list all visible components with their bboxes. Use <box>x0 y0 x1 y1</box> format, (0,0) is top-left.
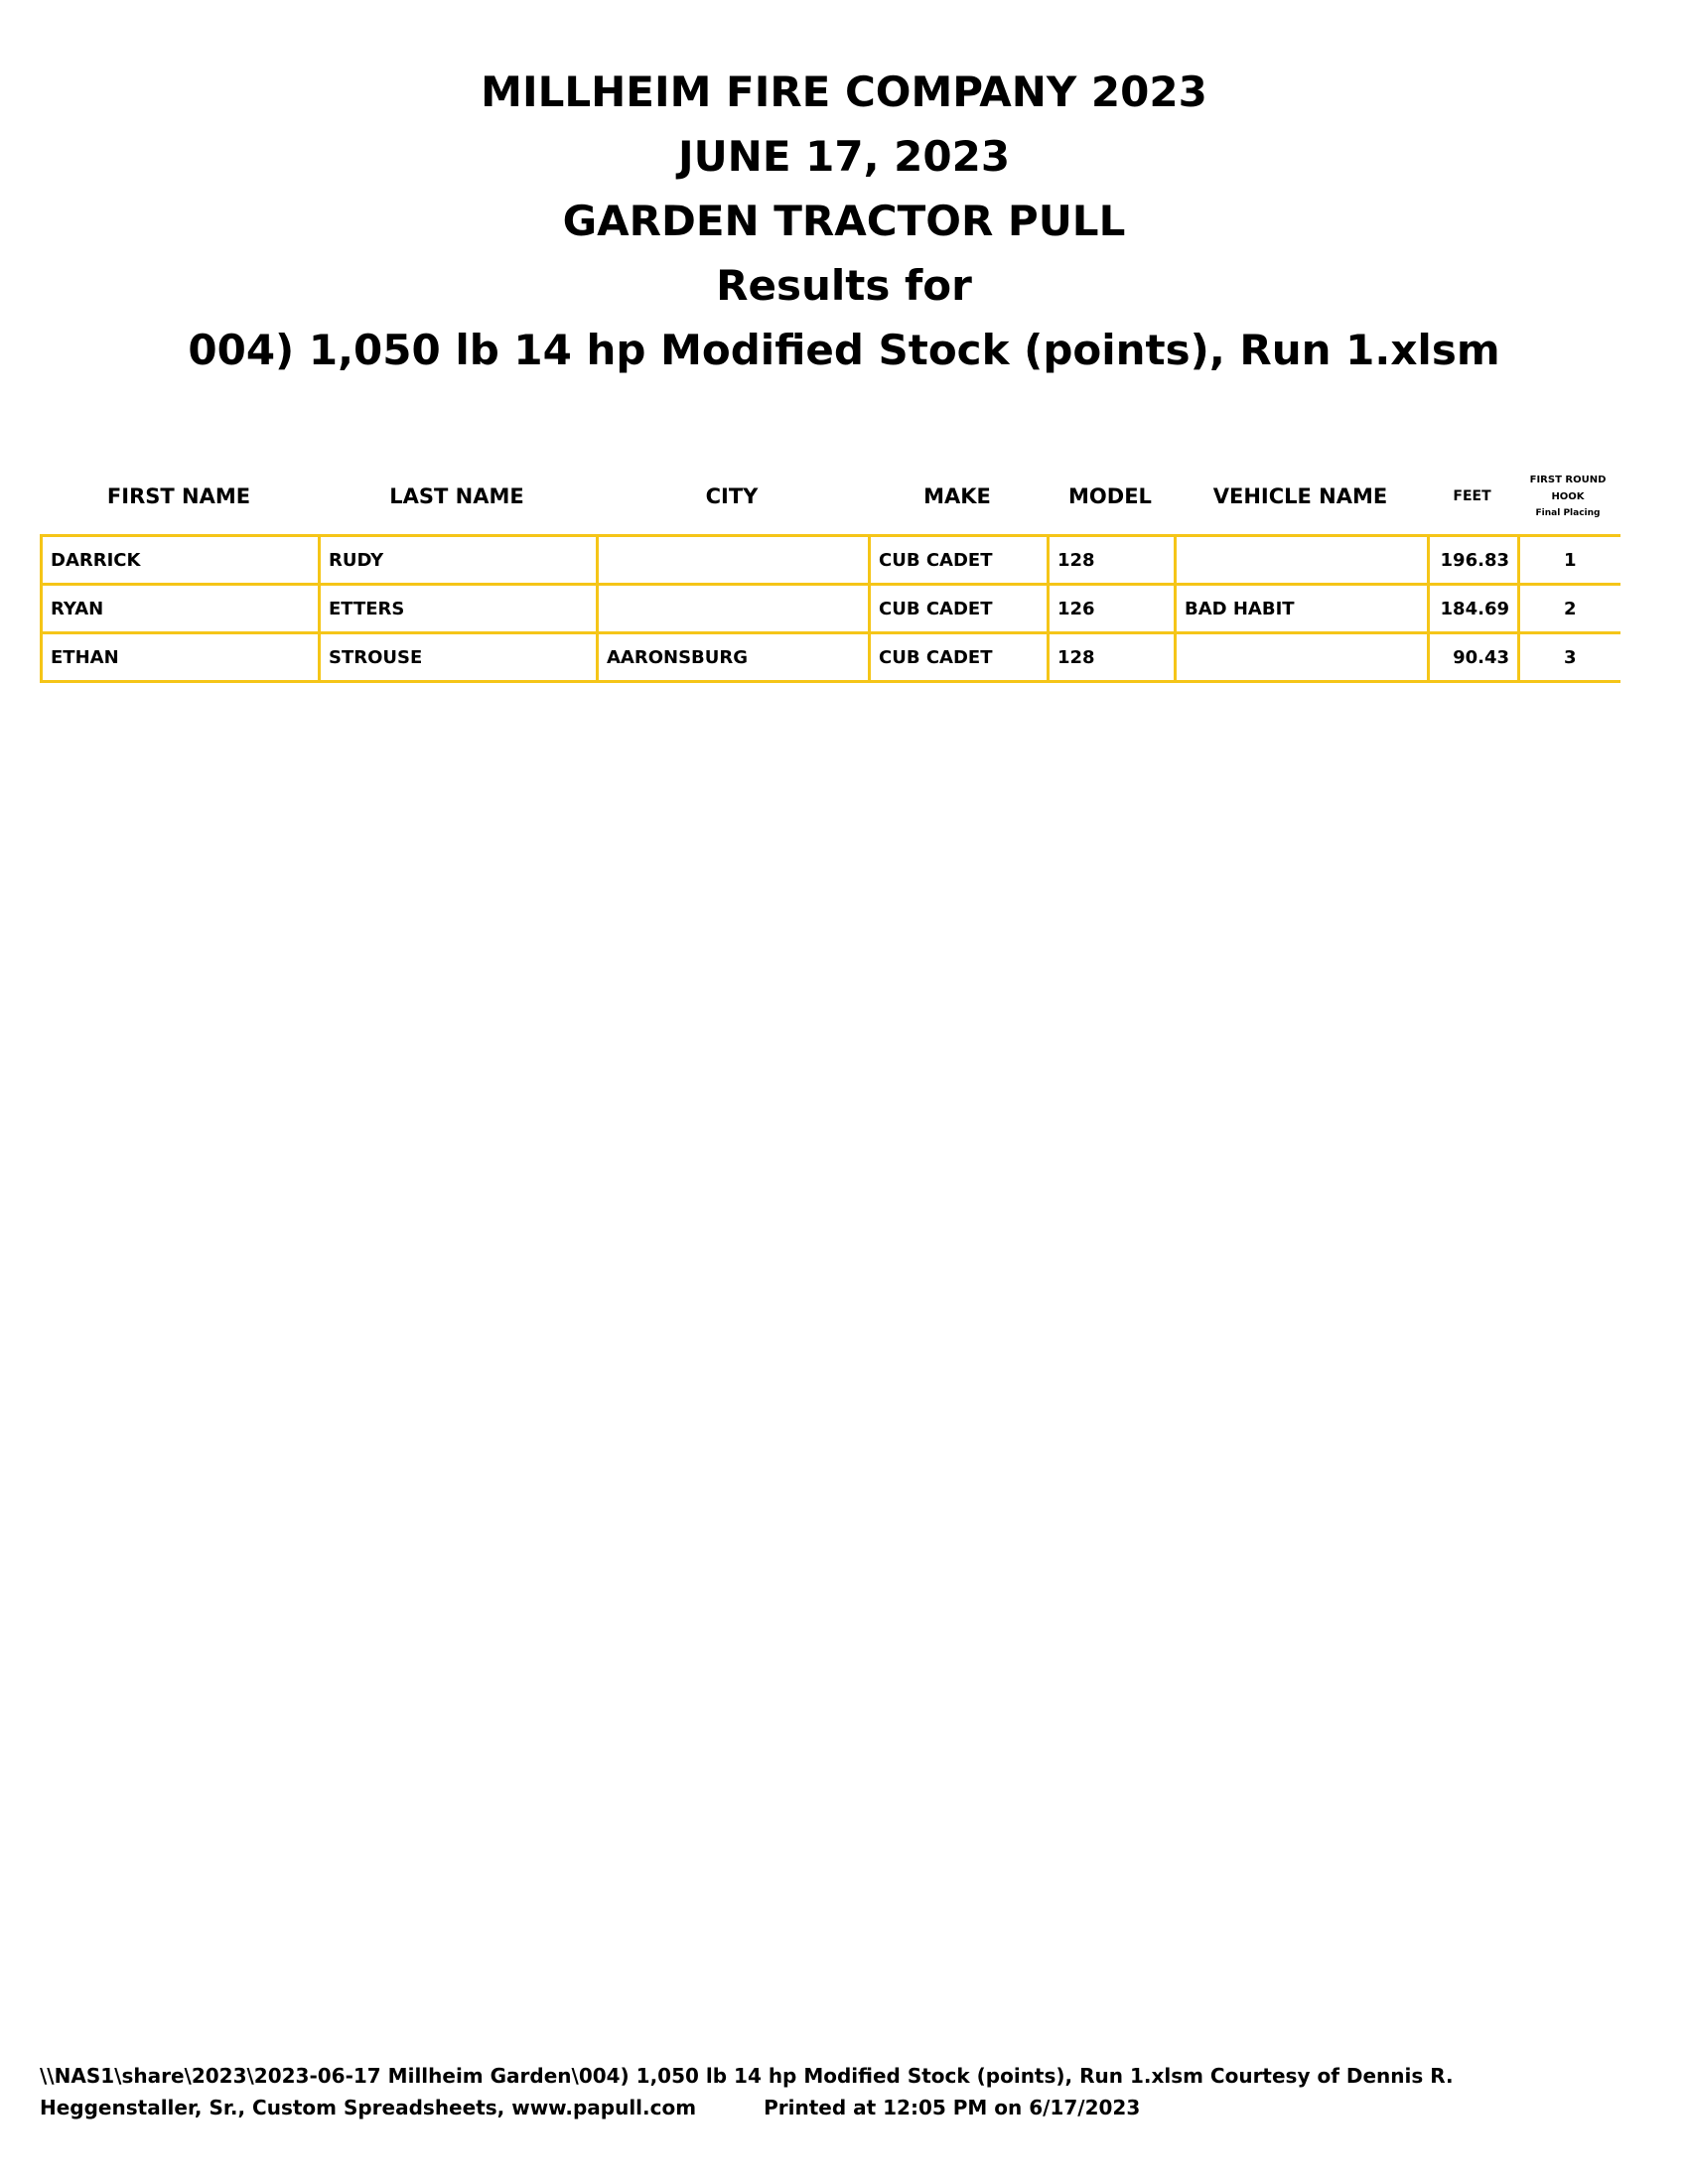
cell-first-name: RYAN <box>42 585 320 633</box>
footer-printed-timestamp: Printed at 12:05 PM on 6/17/2023 <box>764 2096 1141 2119</box>
cell-feet: 90.43 <box>1429 633 1519 682</box>
title-class-file: 004) 1,050 lb 14 hp Modified Stock (points), Run 1.xlsm <box>188 326 1500 374</box>
header-feet: FEET <box>1453 488 1491 504</box>
header-make: MAKE <box>923 484 991 508</box>
cell-first-name: ETHAN <box>42 633 320 682</box>
header-vehicle-name: VEHICLE NAME <box>1212 484 1388 508</box>
cell-model: 126 <box>1049 585 1176 633</box>
title-results-for: Results for <box>716 261 972 310</box>
footer-file-path: \\NAS1\share\2023\2023-06-17 Millheim Garden\004) 1,050 lb 14 hp Modified Stock (points), Run 1.xlsm Courtesy of Dennis R. <box>40 2064 1454 2088</box>
cell-first-name: DARRICK <box>42 536 320 585</box>
cell-model: 128 <box>1049 536 1176 585</box>
cell-city <box>598 585 870 633</box>
header-city: CITY <box>705 484 759 508</box>
cell-last-name: ETTERS <box>320 585 598 633</box>
cell-last-name: STROUSE <box>320 633 598 682</box>
results-table <box>40 534 1620 683</box>
header-last-name: LAST NAME <box>389 484 524 508</box>
page-footer <box>40 2060 1648 2123</box>
cell-placing: 2 <box>1519 585 1620 633</box>
cell-model: 128 <box>1049 633 1176 682</box>
cell-vehicle-name: BAD HABIT <box>1176 585 1429 633</box>
results-table-header <box>40 467 1618 526</box>
header-final-placing <box>1517 467 1618 526</box>
cell-last-name: RUDY <box>320 536 598 585</box>
table-row <box>42 633 1620 682</box>
header-first-name: FIRST NAME <box>106 484 251 508</box>
cell-feet: 184.69 <box>1429 585 1519 633</box>
cell-make: CUB CADET <box>870 633 1049 682</box>
table-row <box>42 585 1620 633</box>
cell-vehicle-name <box>1176 536 1429 585</box>
cell-city: AARONSBURG <box>598 633 870 682</box>
footer-credit: Heggenstaller, Sr., Custom Spreadsheets, www.papull.com <box>40 2096 697 2119</box>
header-model: MODEL <box>1068 484 1152 508</box>
cell-city <box>598 536 870 585</box>
footer-credit-line <box>40 2092 1648 2123</box>
cell-placing: 3 <box>1519 633 1620 682</box>
cell-vehicle-name <box>1176 633 1429 682</box>
cell-placing: 1 <box>1519 536 1620 585</box>
header-hook-line2: HOOK <box>1551 490 1585 502</box>
table-row <box>42 536 1620 585</box>
title-event: GARDEN TRACTOR PULL <box>562 197 1126 245</box>
cell-make: CUB CADET <box>870 536 1049 585</box>
cell-make: CUB CADET <box>870 585 1049 633</box>
title-date: JUNE 17, 2023 <box>677 132 1011 181</box>
header-hook-line1: FIRST ROUND <box>1529 474 1607 485</box>
header-hook-line3: Final Placing <box>1535 507 1601 518</box>
report-title-block <box>0 60 1688 382</box>
title-organization: MILLHEIM FIRE COMPANY 2023 <box>481 68 1207 116</box>
cell-feet: 196.83 <box>1429 536 1519 585</box>
